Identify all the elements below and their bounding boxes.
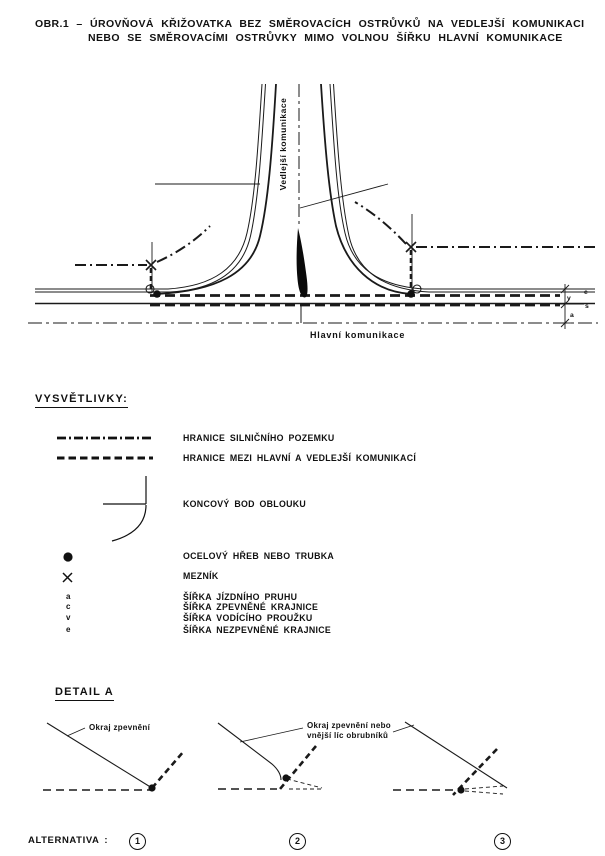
steel-pin-dot-right: [407, 290, 415, 298]
dim-label-e: e: [584, 289, 588, 296]
legend-letter-c: c: [66, 602, 71, 611]
title-separator: –: [76, 18, 83, 30]
alternative-3-badge: 3: [494, 833, 511, 850]
legend-letter-e: e: [66, 625, 71, 634]
main-road-label: Hlavní komunikace: [310, 330, 406, 340]
steel-pin-symbol: [62, 551, 74, 563]
legend-item-label: MEZNÍK: [183, 571, 219, 581]
detail2-label-line2: vnější líc obrubníků: [307, 731, 389, 740]
legend-letter-a: a: [66, 592, 71, 601]
intersection-drawing: [0, 78, 605, 362]
figure-number: OBR.1: [35, 18, 70, 30]
dashed-line-symbol: [55, 454, 155, 462]
dim-label-a: a: [570, 312, 574, 319]
arc-end-point-symbol: [100, 474, 160, 546]
alternative-1-badge: 1: [129, 833, 146, 850]
dimension-chain: [556, 284, 584, 329]
legend-item-label: HRANICE MEZI HLAVNÍ A VEDLEJŠÍ KOMUNIKACÍ: [183, 453, 417, 463]
legend-item-label: ŠÍŘKA JÍZDNÍHO PRUHU: [183, 592, 298, 602]
x-mark-symbol: [61, 571, 74, 584]
alternativa-label: ALTERNATIVA :: [28, 835, 109, 846]
legend-item-label: HRANICE SILNIČNÍHO POZEMKU: [183, 433, 335, 443]
detail-a-drawing: [0, 702, 605, 814]
dim-label-v: v: [567, 295, 571, 302]
detail2-pin-dot: [282, 774, 289, 781]
figure-title-line1: [35, 18, 584, 30]
figure-title-line2: NEBO SE SMĚROVACÍMI OSTRŮVKY MIMO VOLNOU ŠÍŘKU HLAVNÍ KOMUNIKACE: [88, 32, 563, 44]
legend-item-label: ŠÍŘKA NEZPEVNĚNÉ KRAJNICE: [183, 625, 332, 635]
traffic-island-shape: [297, 228, 308, 298]
secondary-road-label: Vedlejší komunikace: [278, 97, 288, 191]
detail1-pin-dot: [148, 784, 155, 791]
detail3-pin-dot: [457, 786, 464, 793]
dim-label-s: s: [585, 303, 589, 310]
legend-item-label: KONCOVÝ BOD OBLOUKU: [183, 499, 307, 509]
legend-item-label: ŠÍŘKA ZPEVNĚNÉ KRAJNICE: [183, 602, 319, 612]
detail-a-heading: DETAIL A: [55, 686, 114, 701]
figure-title: [35, 18, 584, 44]
alternative-2-badge: 2: [289, 833, 306, 850]
legend-item-label: ŠÍŘKA VODÍCÍHO PROUŽKU: [183, 613, 313, 623]
steel-pin-dot-left: [153, 290, 161, 298]
legend-letter-v: v: [66, 613, 71, 622]
legend-heading: VYSVĚTLIVKY:: [35, 393, 128, 408]
detail1-label: Okraj zpevnění: [89, 723, 151, 732]
detail2-label-line1: Okraj zpevnění nebo: [307, 721, 391, 730]
legend-item-label: OCELOVÝ HŘEB NEBO TRUBKA: [183, 551, 335, 561]
title-text-1: ÚROVŇOVÁ KŘIŽOVATKA BEZ SMĚROVACÍCH OSTRŮVKŮ NA VEDLEJŠÍ KOMUNIKACI: [90, 18, 585, 30]
dash-dot-line-symbol: [55, 434, 155, 442]
